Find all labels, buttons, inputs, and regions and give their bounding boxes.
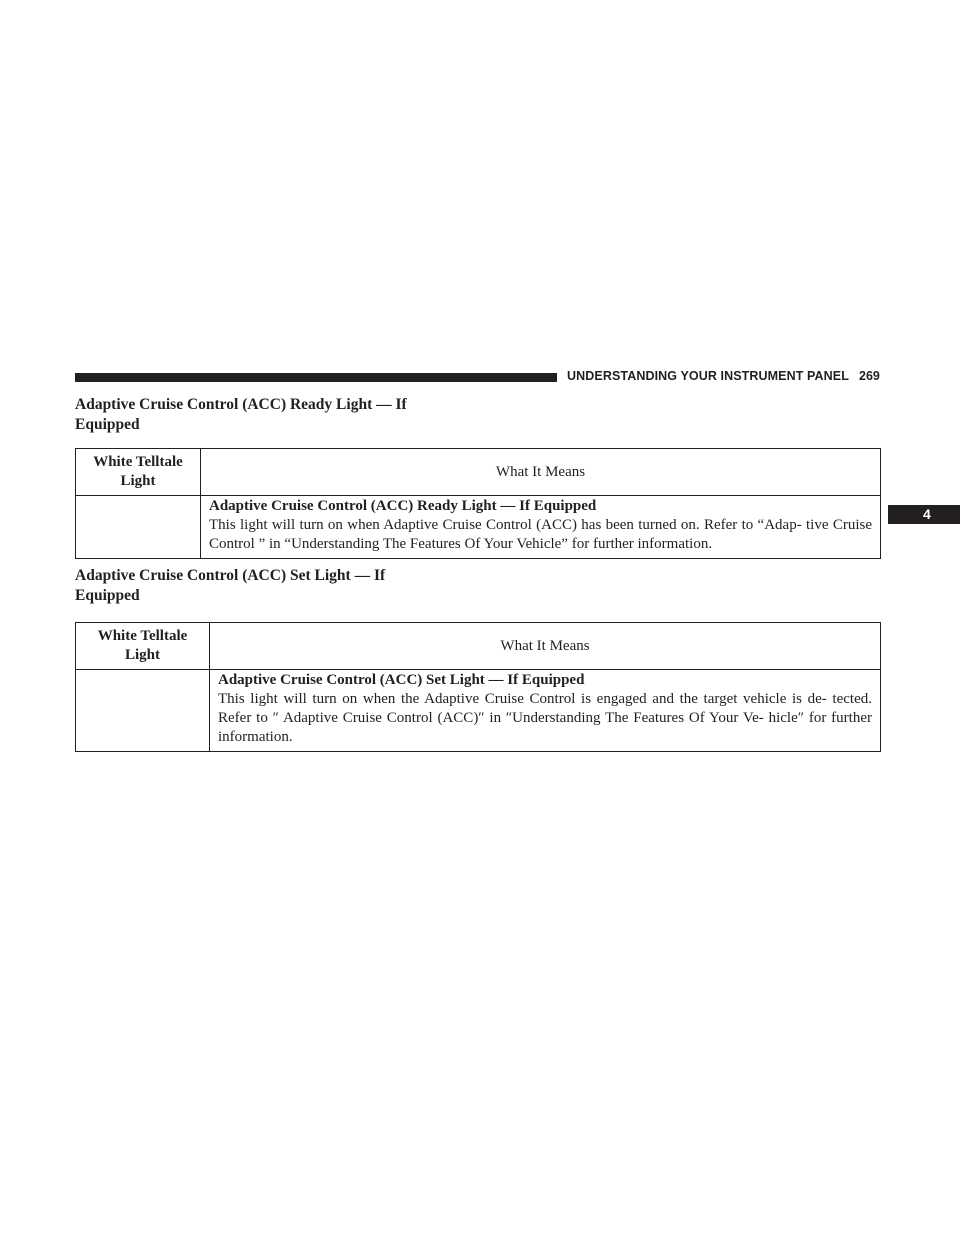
- header-cell-what-it-means: What It Means: [210, 623, 881, 670]
- running-header-title: UNDERSTANDING YOUR INSTRUMENT PANEL: [567, 369, 849, 383]
- description-body: This light will turn on when the Adaptive Cruise Control is engaged and the target vehicle is de- tected. Refer to ″ Adaptive Cruise Control (ACC)″ in ″Understanding The Features Of Your Ve- hicle″ for further information.: [218, 691, 872, 745]
- section-heading-line: Adaptive Cruise Control (ACC) Ready Light — If: [75, 396, 407, 413]
- header-rule: [75, 373, 557, 382]
- description-title: Adaptive Cruise Control (ACC) Ready Light — If Equipped: [209, 498, 597, 514]
- telltale-table-acc-set: [75, 622, 881, 752]
- section-heading-acc-set: [75, 566, 475, 606]
- header-cell-what-it-means: What It Means: [201, 449, 881, 496]
- description-cell: [201, 496, 881, 559]
- section-heading-line: Equipped: [75, 416, 140, 433]
- header-text: Light: [120, 473, 156, 489]
- page-number: 269: [859, 369, 880, 383]
- telltale-icon-cell: [76, 496, 201, 559]
- description-title: Adaptive Cruise Control (ACC) Set Light — If Equipped: [218, 672, 585, 688]
- section-heading-acc-ready: [75, 395, 475, 435]
- table-row: [76, 496, 881, 559]
- section-heading-line: Equipped: [75, 587, 140, 604]
- description-cell: [210, 670, 881, 752]
- table-header-row: [76, 449, 881, 496]
- header-text: White Telltale: [97, 628, 188, 644]
- header-text: Light: [124, 647, 160, 663]
- description-body: This light will turn on when Adaptive Cruise Control (ACC) has been turned on. Refer to “Adap- tive Cruise Control ” in “Understanding The Features Of Your Vehicle” for further information.: [209, 517, 872, 552]
- telltale-table-acc-ready: [75, 448, 881, 559]
- table-row: [76, 670, 881, 752]
- table-header-row: [76, 623, 881, 670]
- telltale-icon-cell: [76, 670, 210, 752]
- header-cell-telltale-light: [76, 623, 210, 670]
- header-text: White Telltale: [93, 454, 183, 470]
- chapter-tab: 4: [888, 505, 960, 524]
- section-heading-line: Adaptive Cruise Control (ACC) Set Light — If: [75, 567, 386, 584]
- header-cell-telltale-light: [76, 449, 201, 496]
